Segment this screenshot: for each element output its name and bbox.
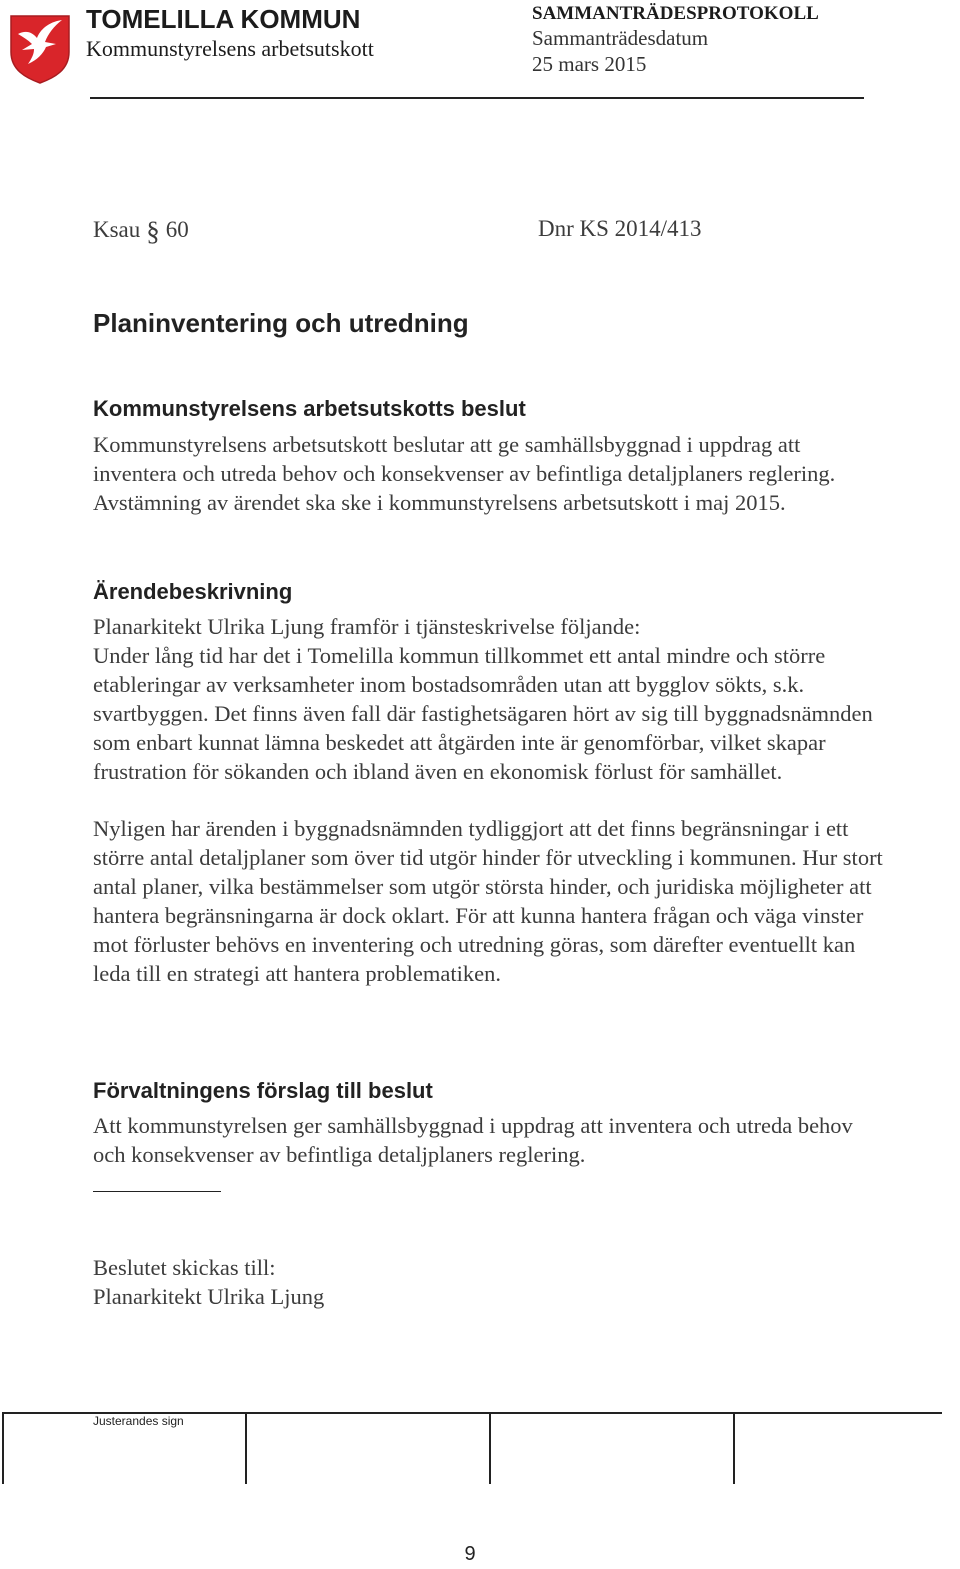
decision-heading: Kommunstyrelsens arbetsutskotts beslut (93, 396, 526, 421)
paragraph-sign: § (146, 216, 160, 246)
org-name: TOMELILLA KOMMUN (86, 4, 361, 34)
protocol-title: SAMMANTRÄDESPROTOKOLL (532, 3, 819, 24)
crest-with-bird-icon (10, 14, 70, 84)
signature-cell (733, 1414, 735, 1484)
document-title: Planinventering och utredning (93, 308, 469, 338)
ksau-prefix: Ksau (93, 217, 141, 242)
decision-paragraph: Kommunstyrelsens arbetsutskott beslutar att ge samhällsbyggnad i uppdrag att inventera och utreda behov och konsekvenser av befintliga detaljplaners reglering. (93, 432, 836, 486)
section-end-rule (93, 1191, 221, 1192)
page-number: 9 (464, 1543, 476, 1565)
description-paragraph: Planarkitekt Ulrika Ljung framför i tjänsteskrivelse följande: (93, 614, 641, 639)
description-text (93, 612, 883, 988)
dnr-reference: Dnr KS 2014/413 (538, 216, 702, 241)
distribution-recipient: Planarkitekt Ulrika Ljung (93, 1284, 325, 1309)
signature-cell (2, 1414, 4, 1484)
ksau-reference (93, 216, 189, 247)
signature-label: Justerandes sign (93, 1414, 184, 1428)
proposal-text (93, 1111, 883, 1169)
decision-paragraph: Avstämning av ärendet ska ske i kommunstyrelsens arbetsutskott i maj 2015. (93, 490, 786, 515)
header-divider (90, 97, 864, 99)
signature-cell (245, 1414, 247, 1484)
decision-text (93, 430, 883, 517)
signature-cell (489, 1414, 491, 1484)
proposal-heading: Förvaltningens förslag till beslut (93, 1078, 433, 1103)
distribution-label: Beslutet skickas till: (93, 1255, 276, 1280)
description-paragraph: Nyligen har ärenden i byggnadsnämnden tydliggjort att det finns begränsningar i ett större antal detaljplaner som över tid utgör hinder för utveckling i kommunen. Hur stort antal planer, vilka bestämmelser som utgör största hinder, och juridiska möjligheter att hantera begränsningarna är dock oklart. För att kunna hantera frågan och väga vinster mot förluster behövs en inventering och utredning göras, som därefter eventuellt kan leda till en strategi att hantera problematiken. (93, 816, 883, 986)
meeting-date-label: Sammanträdesdatum (532, 26, 709, 50)
org-subtitle: Kommunstyrelsens arbetsutskott (86, 36, 374, 61)
description-paragraph: Under lång tid har det i Tomelilla kommun tillkommet ett antal mindre och större etableringar av verksamheter inom bostadsområden utan att bygglov sökts, s.k. svartbyggen. Det finns även fall där fastighetsägaren hört av sig till byggnadsnämnden som enbart kunnat lämna beskedet att åtgärden inte är genomförbar, vilket skapar frustration för sökanden och ibland även en ekonomisk förlust för samhället. (93, 643, 873, 784)
ksau-number: 60 (165, 217, 189, 242)
proposal-paragraph: Att kommunstyrelsen ger samhällsbyggnad i uppdrag att inventera och utreda behov och konsekvenser av befintliga detaljplaners reglering. (93, 1113, 853, 1167)
description-heading: Ärendebeskrivning (93, 579, 293, 604)
meeting-date: 25 mars 2015 (532, 52, 647, 76)
